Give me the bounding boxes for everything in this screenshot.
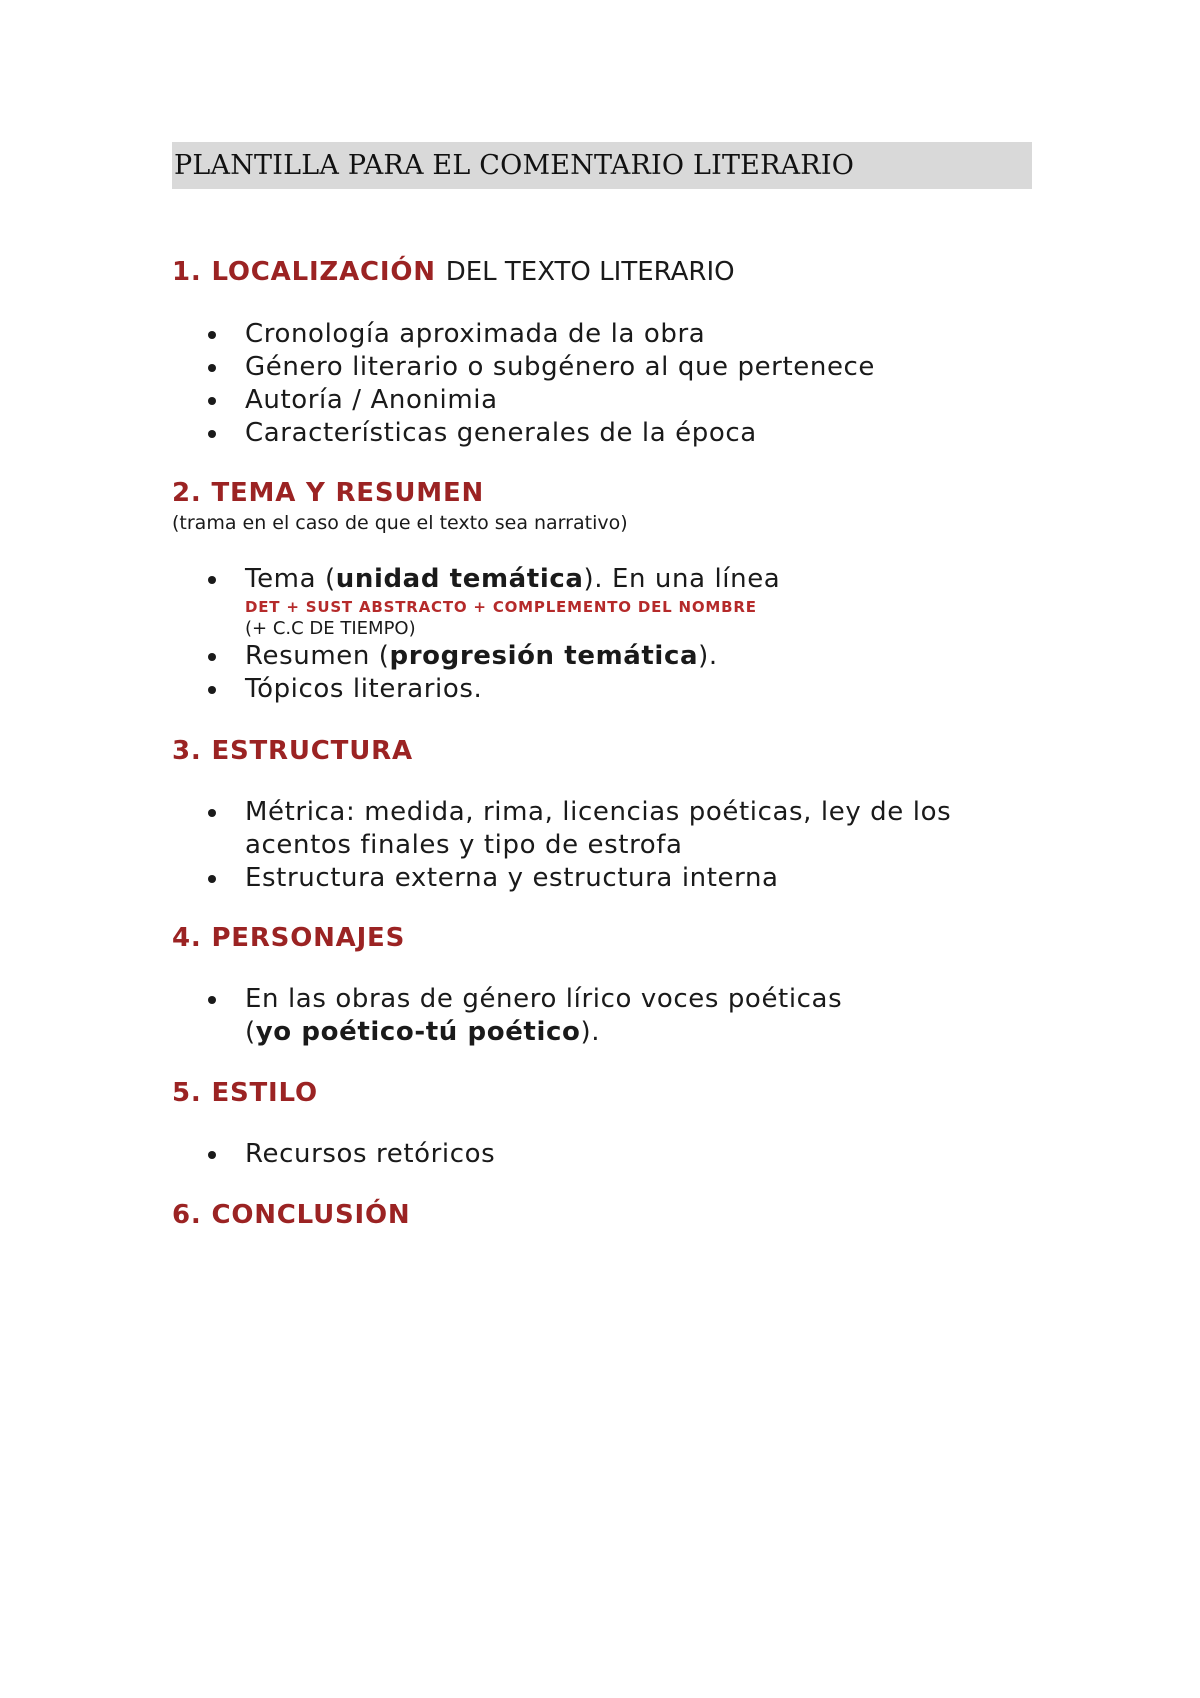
bullet-icon bbox=[208, 996, 216, 1004]
section-5-list bbox=[172, 1138, 495, 1171]
section-4-list bbox=[172, 983, 842, 1049]
section-2-subnote: (trama en el caso de que el texto sea narrativo) bbox=[172, 512, 628, 534]
section-5-number: 5. bbox=[172, 1078, 202, 1108]
section-3-accent: ESTRUCTURA bbox=[211, 736, 413, 766]
section-5-heading bbox=[172, 1078, 318, 1108]
section-1-heading bbox=[172, 257, 735, 287]
list-item-text: Cronología aproximada de la obra bbox=[245, 319, 706, 349]
bullet-icon bbox=[208, 686, 216, 694]
bold-term: progresión temática bbox=[389, 641, 699, 671]
section-5-accent: ESTILO bbox=[211, 1078, 318, 1108]
list-item bbox=[172, 384, 875, 417]
bullet-icon bbox=[208, 397, 216, 405]
list-item-text: Género literario o subgénero al que pertenece bbox=[245, 352, 876, 382]
list-item bbox=[172, 318, 875, 351]
list-item bbox=[172, 1138, 495, 1171]
section-3-list bbox=[172, 796, 1032, 895]
bullet-icon bbox=[208, 364, 216, 372]
list-item: En las obras de género lírico voces poéticas (yo poético-tú poético). bbox=[172, 983, 842, 1049]
list-item-text: Recursos retóricos bbox=[245, 1139, 496, 1169]
bullet-icon bbox=[208, 653, 216, 661]
bullet-icon bbox=[208, 875, 216, 883]
bullet-icon bbox=[208, 809, 216, 817]
list-item: Resumen (progresión temática). bbox=[172, 640, 780, 673]
list-item-text: Estructura externa y estructura interna bbox=[245, 863, 779, 893]
bold-term: unidad temática bbox=[335, 564, 584, 594]
formula-note: (+ C.C DE TIEMPO) bbox=[245, 618, 416, 639]
list-item-text: Autoría / Anonimia bbox=[245, 385, 498, 415]
section-4-accent: PERSONAJES bbox=[211, 923, 406, 953]
section-6-heading bbox=[172, 1200, 410, 1230]
list-item bbox=[172, 796, 1032, 862]
section-4-number: 4. bbox=[172, 923, 202, 953]
section-2-number: 2. bbox=[172, 478, 202, 508]
section-2-accent: TEMA Y RESUMEN bbox=[211, 478, 485, 508]
list-item: Tema (unidad temática). En una línea DET + SUST ABSTRACTO + COMPLEMENTO DEL NOMBRE (+ C.C DE TIEMPO) bbox=[172, 563, 780, 640]
list-item bbox=[172, 417, 875, 450]
section-3-number: 3. bbox=[172, 736, 202, 766]
section-2-list bbox=[172, 563, 780, 706]
section-1-accent: LOCALIZACIÓN bbox=[211, 257, 436, 287]
section-1-rest: DEL TEXTO LITERARIO bbox=[445, 257, 735, 287]
section-4-heading bbox=[172, 923, 405, 953]
page-title: PLANTILLA PARA EL COMENTARIO LITERARIO bbox=[174, 150, 855, 181]
bullet-icon bbox=[208, 576, 216, 584]
title-bar bbox=[172, 142, 1032, 189]
bullet-icon bbox=[208, 430, 216, 438]
list-item bbox=[172, 351, 875, 384]
bullet-icon bbox=[208, 1151, 216, 1159]
formula-text: DET + SUST ABSTRACTO + COMPLEMENTO DEL NOMBRE bbox=[245, 598, 757, 616]
section-2-heading bbox=[172, 478, 484, 508]
section-3-heading bbox=[172, 736, 413, 766]
section-1-number: 1. bbox=[172, 257, 202, 287]
list-item-text: Características generales de la época bbox=[245, 418, 757, 448]
list-item: Tópicos literarios. bbox=[172, 673, 780, 706]
bold-term: yo poético-tú poético bbox=[255, 1017, 581, 1047]
bullet-icon bbox=[208, 331, 216, 339]
list-item bbox=[172, 862, 1032, 895]
section-6-accent: CONCLUSIÓN bbox=[211, 1200, 411, 1230]
section-1-list bbox=[172, 318, 875, 450]
list-item-text: Métrica: medida, rima, licencias poéticas, ley de los acentos finales y tipo de estrofa bbox=[245, 797, 952, 860]
section-6-number: 6. bbox=[172, 1200, 202, 1230]
